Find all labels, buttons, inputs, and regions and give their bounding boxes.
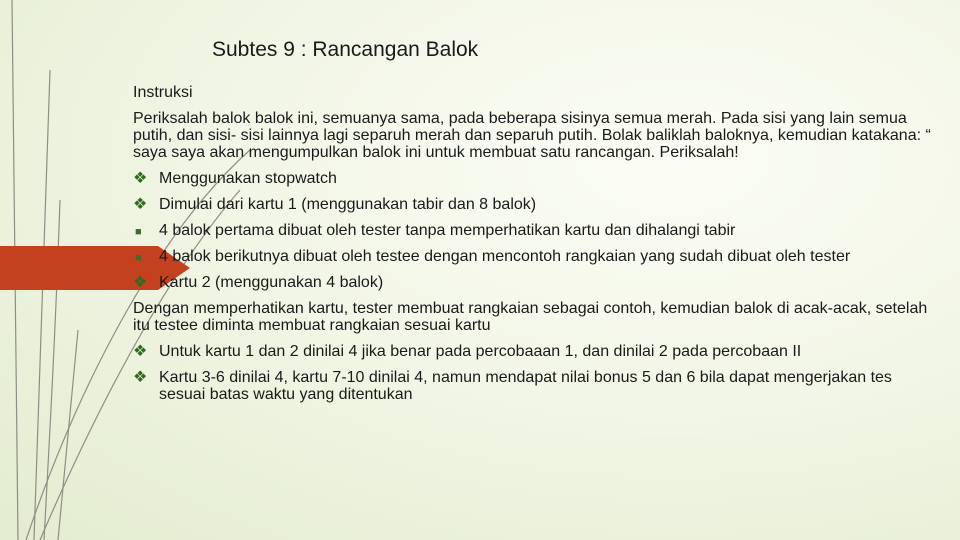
list-item <box>133 248 933 265</box>
diamond-bullet-icon: ❖ <box>133 369 148 386</box>
list-item-text: Kartu 3-6 dinilai 4, kartu 7-10 dinilai 4, namun mendapat nilai bonus 5 dan 6 bila dapat mengerjakan tes sesuai batas waktu yang ditentukan <box>159 369 892 403</box>
list-item <box>133 369 933 403</box>
list-item-text: Menggunakan stopwatch <box>159 170 337 187</box>
diamond-bullet-icon: ❖ <box>133 196 148 213</box>
square-bullet-icon: ■ <box>135 252 142 264</box>
list-item-text: Untuk kartu 1 dan 2 dinilai 4 jika benar pada percobaaan 1, dan dinilai 2 pada percobaan II <box>159 343 802 360</box>
list-item-text: 4 balok pertama dibuat oleh tester tanpa memperhatikan kartu dan dihalangi tabir <box>159 222 736 239</box>
list-item <box>133 170 933 187</box>
instruksi-text: Periksalah balok balok ini, semuanya sama, pada beberapa sisinya semua merah. Pada sisi yang lain semua putih, dan sisi- sisi lainnya lagi separuh merah dan separuh putih. Bolak baliklah baloknya, kemudian katakana: “ saya saya akan mengumpulkan balok ini untuk membuat satu rancangan. Periksalah! <box>133 110 931 161</box>
diamond-bullet-icon: ❖ <box>133 274 148 291</box>
list-item-text: Kartu 2 (menggunakan 4 balok) <box>159 274 384 291</box>
instruksi-label: Instruksi <box>133 84 193 101</box>
list-item <box>133 196 933 213</box>
list-item-text: Dimulai dari kartu 1 (menggunakan tabir dan 8 balok) <box>159 196 537 213</box>
list-item <box>133 222 933 239</box>
square-bullet-icon: ■ <box>135 226 142 238</box>
diamond-bullet-icon: ❖ <box>133 343 148 360</box>
paragraph-2: Dengan memperhatikan kartu, tester membuat rangkaian sebagai contoh, kemudian balok di acak-acak, setelah itu testee diminta membuat rangkaian sesuai kartu <box>133 300 928 334</box>
list-item <box>133 274 933 291</box>
list-item-text: 4 balok berikutnya dibuat oleh testee dengan mencontoh rangkaian yang sudah dibuat oleh tester <box>159 248 851 265</box>
list-item <box>133 343 933 360</box>
diamond-bullet-icon: ❖ <box>133 170 148 187</box>
page-title: Subtes 9 : Rancangan Balok <box>212 38 479 61</box>
content-body <box>133 84 933 412</box>
